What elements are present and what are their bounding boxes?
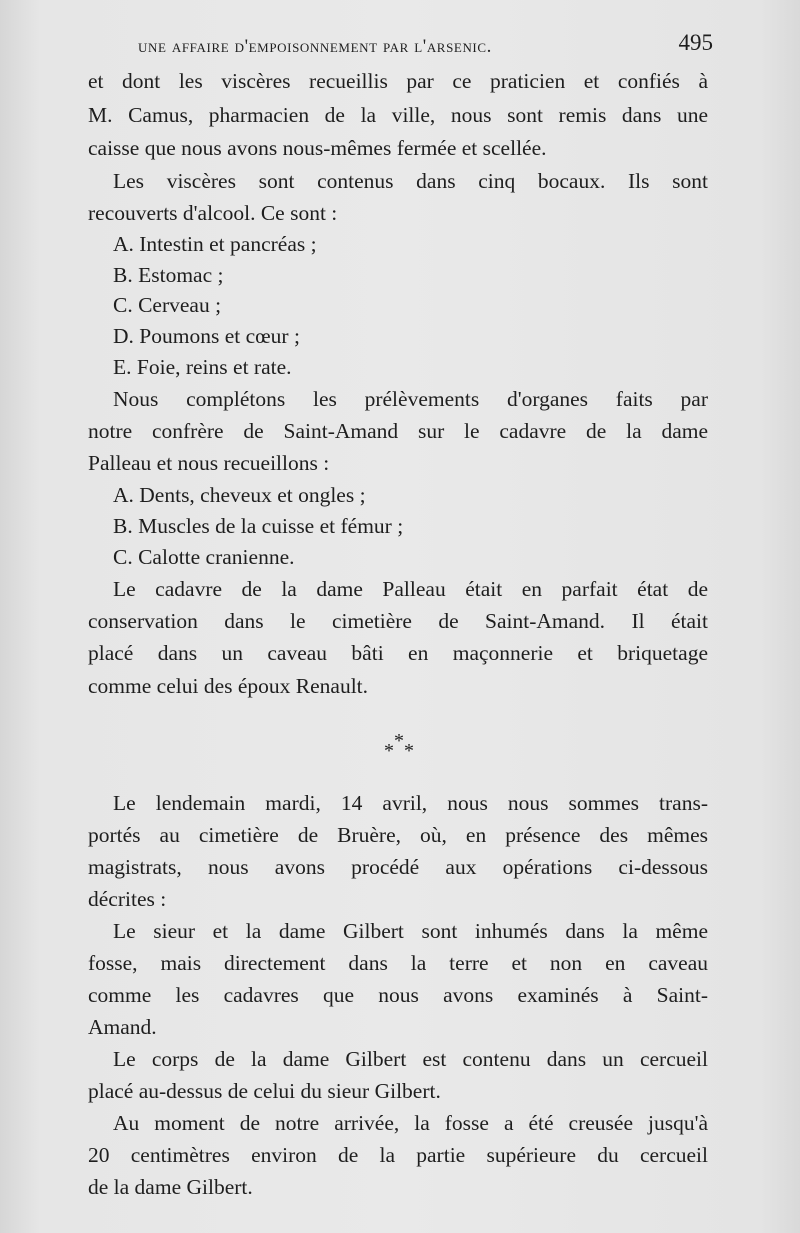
text-line: comme les cadavres que nous avons examinés à Saint- [88,983,708,1007]
list-item: B. Estomac ; [113,263,224,287]
list-item: C. Calotte cranienne. [113,545,295,569]
text-line: caisse que nous avons nous-mêmes fermée et scellée. [88,136,547,160]
page-header [138,30,713,60]
text-line: Les viscères sont contenus dans cinq bocaux. Ils sont [113,169,708,193]
text-line: Le corps de la dame Gilbert est contenu dans un cercueil [113,1047,708,1071]
running-title: une affaire d'empoisonnement par l'arsenic. [138,36,492,57]
text-line: de la dame Gilbert. [88,1175,253,1199]
separator-star: * [384,740,394,762]
text-line: M. Camus, pharmacien de la ville, nous sont remis dans une [88,103,708,127]
separator-star: * [394,730,404,752]
text-line: Le sieur et la dame Gilbert sont inhumés dans la même [113,919,708,943]
text-line: comme celui des époux Renault. [88,674,369,698]
list-item: A. Intestin et pancréas ; [113,232,317,256]
text-line: portés au cimetière de Bruère, où, en présence des mêmes [88,823,708,847]
text-line: et dont les viscères recueillis par ce praticien et confiés à [88,69,708,93]
text-line: placé au-dessus de celui du sieur Gilbert. [88,1079,441,1103]
separator-star: * [404,740,414,762]
section-separator [382,730,418,766]
text-line: Amand. [88,1015,157,1039]
text-line: fosse, mais directement dans la terre et non en caveau [88,951,708,975]
page-number: 495 [678,30,713,55]
text-line: Nous complétons les prélèvements d'organes faits par [113,387,708,411]
text-line: Le lendemain mardi, 14 avril, nous nous sommes trans- [113,791,708,815]
text-line: 20 centimètres environ de la partie supérieure du cercueil [88,1143,708,1167]
text-line: Palleau et nous recueillons : [88,451,330,475]
list-item: E. Foie, reins et rate. [113,355,292,379]
list-item: B. Muscles de la cuisse et fémur ; [113,514,404,538]
text-line: magistrats, nous avons procédé aux opérations ci-dessous [88,855,708,879]
text-line: recouverts d'alcool. Ce sont : [88,201,338,225]
text-line: décrites : [88,887,167,911]
list-item: A. Dents, cheveux et ongles ; [113,483,366,507]
list-item: D. Poumons et cœur ; [113,324,300,348]
text-line: placé dans un caveau bâti en maçonnerie et briquetage [88,641,708,665]
text-line: notre confrère de Saint-Amand sur le cadavre de la dame [88,419,708,443]
text-line: conservation dans le cimetière de Saint-Amand. Il était [88,609,708,633]
text-line: Le cadavre de la dame Palleau était en parfait état de [113,577,708,601]
text-line: Au moment de notre arrivée, la fosse a été creusée jusqu'à [113,1111,708,1135]
list-item: C. Cerveau ; [113,293,222,317]
